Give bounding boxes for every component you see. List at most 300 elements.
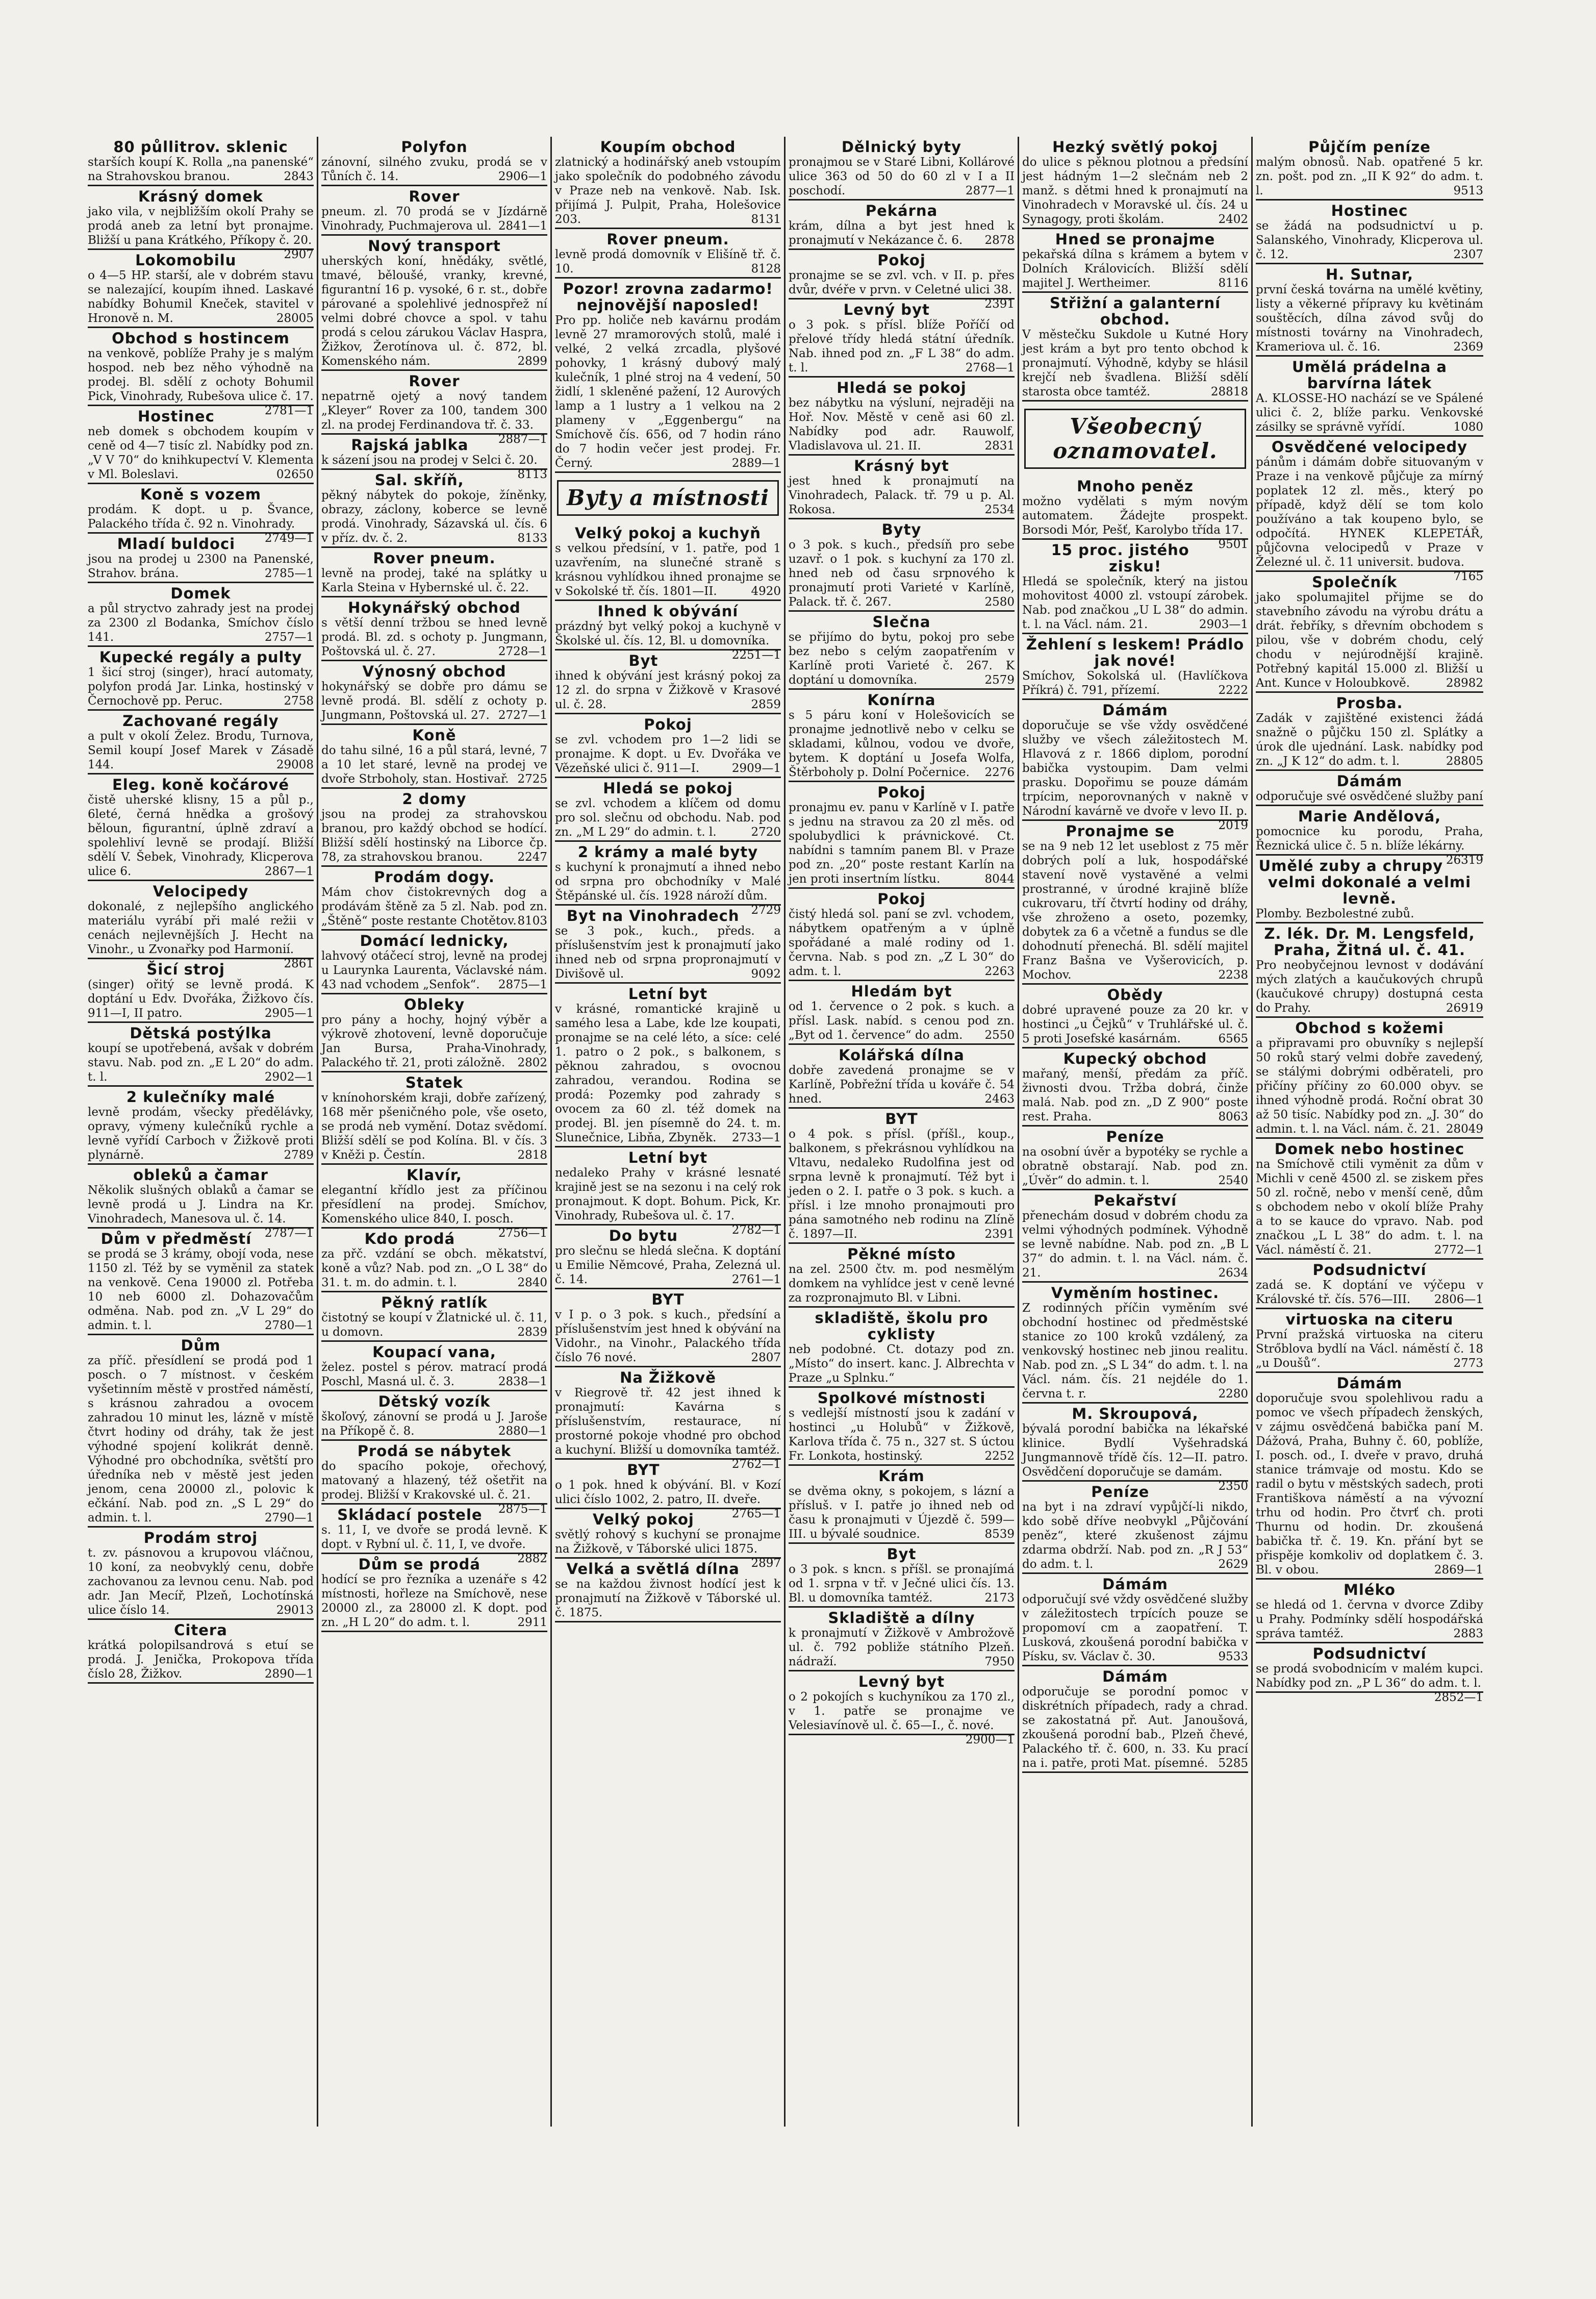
ad-headline: Byty <box>881 521 922 538</box>
ad-code: 2897 <box>751 1557 781 1570</box>
classified-ad <box>789 1608 1015 1671</box>
ad-text: se 3 pok., kuch., předs. a příslušenstvím jest k pronajmutí jako ihned neb od srpna propronajmutí v Divišově ul. <box>555 924 781 981</box>
ad-headline: Kupecké regály a pulty <box>99 648 302 666</box>
classified-ad <box>1022 1574 1248 1666</box>
ad-text: pronajme se se zvl. vch. v II. p. přes dvůr, dvéře v prvn. v Celetné ulici 38. <box>789 269 1015 296</box>
ad-text: se zvl. vchodem a klíčem od domu pro sol. slečnu od obchodu. Nab. pod zn. „M L 29“ do admin. t. l. <box>555 797 781 839</box>
ad-headline: Peníze <box>1106 1128 1164 1145</box>
ad-text: možno vydělati s mým novým automatem. Žádejte prospekt. Borsodi Mór, Pešť, Karolybo třída 17. <box>1022 495 1248 537</box>
ad-code: 2280 <box>1218 1387 1248 1401</box>
ad-code: 2749—1 <box>264 532 314 545</box>
ad-headline: Nový transport <box>368 237 501 255</box>
ad-headline: Vyměním hostinec. <box>1051 1284 1220 1302</box>
ad-body <box>88 665 314 708</box>
ad-headline: Obchod s hostincem <box>112 330 290 347</box>
ad-code: 2238 <box>1218 968 1248 982</box>
ad-headline: Pokoj <box>877 890 926 908</box>
classified-ad <box>555 906 781 984</box>
ad-headline: Sal. skříň, <box>374 471 464 489</box>
ad-text: čistě uherské klisny, 15 a půl p., 6leté, černá hnědka a grošový běloun, figurantní, úplně zdraví a spolehliví levně se prodají. Bližší sdělí V. Šebek, Vinohrady, Klicperova ulice 6. <box>88 793 314 878</box>
ad-body <box>321 1360 547 1389</box>
classified-ad <box>1256 1643 1483 1704</box>
ad-headline: Peníze <box>1091 1483 1150 1501</box>
ad-body <box>321 1311 547 1339</box>
ad-text: a půl stryctvo zahrady jest na prodej za 2300 zl Bodanka, Smíchov číslo 141. <box>88 602 314 644</box>
ad-body <box>1256 391 1483 434</box>
ad-body <box>555 541 781 598</box>
classified-ad <box>1256 693 1483 771</box>
classified-ad <box>321 994 547 1072</box>
ad-headline: skladiště, školu pro cyklisty <box>815 1309 989 1343</box>
ad-body <box>88 729 314 772</box>
ad-text: v krásné, romantické krajině u samého lesa a Labe, kde lze koupati, pronajme se na celé léto, a síce: celé 1. patro o 2 pok., s balkonem, s pěknou zahradou, s ovocnou zahradou, verandou. Rodina se prodá: Pozemky pod zahrady s ovocem za 60 zl. též domek na prodej. Bl. jen písemně do 24. t. m. Slunečnice, Libňa, Zbyněk. <box>555 1003 781 1144</box>
ad-text: do spacího pokoje, ořechový, matovaný a hlazený, též ošetřit na prodej. Bližší v Krakovské ul. č. 21. <box>321 1460 547 1502</box>
ad-text: pneum. zl. 70 prodá se v Jízdárně Vinohrady, Puchmajerova ul. <box>321 205 547 233</box>
ad-code: 2391 <box>984 1228 1015 1241</box>
ad-text: o 3 pok. s přísl. blíže Poříčí od přelové třídy hledá státní úředník. Nab. ihned pod zn. „F L 38“ do adm. t. l. <box>789 318 1015 374</box>
classified-ad <box>321 725 547 789</box>
ad-text: prázdný byt velký pokoj a kuchyně v Školské ul. čís. 12, Bl. u domovníka. <box>555 620 781 647</box>
ad-headline: Dům <box>181 1337 221 1354</box>
ad-code: 2883 <box>1453 1627 1483 1640</box>
ad-text: odporučuje se porodní pomoc v diskrétních případech, rady a chrad. se zakostatná př. Aut. Janoušová, zkoušená porodní bab., Plzeň čhevé, Palackého tř. č. 600, n. 33. Ku prací na i. patře, proti Mat. písemné. <box>1022 1685 1248 1770</box>
ad-body <box>321 1247 547 1290</box>
classified-ad <box>321 661 547 725</box>
ad-code: 2391 <box>984 297 1015 311</box>
ad-code: 2768—1 <box>965 361 1015 374</box>
ad-code: 2580 <box>984 595 1015 609</box>
ad-headline: Spolkové místnosti <box>817 1389 986 1407</box>
ad-text: prodám. K dopt. u p. Švance, Palackého třída č. 92 n. Vinohrady. <box>88 503 314 531</box>
ad-text: za příč. přesídlení se prodá pod 1 posch. o 7 místnost. v českém vyšetinním městě v prostřed náměstí, s krásnou zahradou a ovocem zahradou 10 minut les, lázně v místě čtvrt hodiny od dráhy, tak že jest výhodné spojení kolikrát denně. Výhodné pro obchodníka, světští pro úředníka neb v městě jest jeden jenom, cena 20000 zl., polovic k ečkání. Nab. pod zn. „S L 29“ do admin. t. l. <box>88 1354 314 1525</box>
ad-body <box>789 474 1015 517</box>
ad-code: 2579 <box>984 673 1015 687</box>
ad-body <box>88 602 314 644</box>
ad-code: 2247 <box>517 851 547 864</box>
ad-code: 8113 <box>517 468 547 481</box>
ad-body <box>88 1247 314 1333</box>
ad-text: se prodá svobodnicím v malém kupci. Nabídky pod zn. „P L 36“ do adm. t. l. <box>1256 1662 1483 1690</box>
ad-body <box>555 619 781 662</box>
ad-text: o 4—5 HP. starší, ale v dobrém stavu se nalezající, koupím ihned. Laskavé nabídky Bohumil Kneček, stavitel v Hronově n. M. <box>88 269 314 325</box>
ad-body <box>88 1105 314 1162</box>
ad-headline: Letní byt <box>628 1149 708 1166</box>
ad-body <box>555 313 781 470</box>
ad-body <box>789 1342 1015 1385</box>
classified-ad <box>1022 1482 1248 1574</box>
ad-code: 2728—1 <box>498 645 547 658</box>
ad-text: levně prodá domovník v Elišíně tř. č. 10. <box>555 248 781 276</box>
ad-text: Mám chov čistokrevných dog a prodávám štěně za 5 zl. Nab. pod zn. „Štěně“ poste restante Chotětov. <box>321 886 547 928</box>
ad-text: nepatrně ojetý a nový tandem „Kleyer“ Rover za 100, tandem 300 zl. na prodej Ferdinandova tř. č. 33. <box>321 390 547 432</box>
ad-body <box>1022 494 1248 551</box>
ad-body <box>789 396 1015 453</box>
ad-text: levně na prodej, také na splátky u Karla Steina v Hybernské ul. č. 22. <box>321 567 547 594</box>
ad-code: 9533 <box>1218 1650 1248 1663</box>
classified-ad <box>789 1466 1015 1544</box>
ad-text: dokonalé, z nejlepšího anglického materiálu vyrábí při malé režii v cenách nejlevnějších J. Hecht na Vinohr., u Zvonařky pod Harmonií. <box>88 900 314 956</box>
ad-body <box>321 488 547 545</box>
ad-code: 2307 <box>1453 248 1483 261</box>
ad-text: hodící se pro řezníka a uzenáře s 42 místnosti, hořleze na Smíchově, nese 20000 zl., za 28000 zl. K dopt. pod zn. „H L 20“ do adm. t. l. <box>321 1573 547 1629</box>
ad-body <box>1256 1278 1483 1307</box>
ad-headline: Marie Andělová, <box>1298 808 1441 825</box>
ad-headline: Dětský vozík <box>378 1393 491 1410</box>
ad-body <box>321 1572 547 1630</box>
classified-ad <box>321 931 547 994</box>
classified-ad <box>1256 201 1483 264</box>
ad-text: zlatnický a hodinářský aneb vstoupím jako společník do podobného závodu v Praze neb na venkově. Nab. Isk. přijímá J. Pulpit, Praha, Holešovice 203. <box>555 156 781 226</box>
classified-ad <box>88 959 314 1023</box>
ad-code: 2867—1 <box>264 865 314 878</box>
ad-text: s kuchyní k pronajmutí a ihned nebo od srpna pro obchodníky v Malé Štěpánské ul. čís. 1928 nároží dům. <box>555 861 781 903</box>
ad-headline: BYT <box>651 1291 685 1308</box>
ad-code: 2875—1 <box>498 1503 547 1516</box>
ad-headline: Obchod s kožemi <box>1295 1019 1444 1037</box>
ad-text: Z rodinných příčin vyměním své obchodní hostinec od předměstské stanice zo 100 kroků vzdálený, za venkovský hostinec neb jinou realitu. Nab. pod zn. „S L 34“ do adm. t. l. na Václ. nám. čís. 21 nejdéle do 1. června t. r. <box>1022 1302 1248 1401</box>
ad-headline: Velocipedy <box>153 883 249 900</box>
ad-headline: BYT <box>885 1110 918 1128</box>
ad-headline: 15 proc. jistého zisku! <box>1051 541 1189 575</box>
classified-ad <box>88 1023 314 1087</box>
ad-body <box>321 616 547 659</box>
ad-headline: Hledá se pokoj <box>837 379 967 396</box>
ad-code: 2785—1 <box>264 567 314 580</box>
ad-text: Pro neobyčejnou levnost v dodávání mých zlatých a kaučukových chrupů (kaučukové chrupy) dostupná cesta do Prahy. <box>1256 959 1483 1015</box>
ad-code: 8103 <box>517 914 547 928</box>
ad-headline: Rover pneum. <box>606 231 729 248</box>
ad-headline: Do bytu <box>609 1227 678 1244</box>
ad-text: o 4 pok. s přísl. (příšl., koup., balkonem, s překrásnou vyhlídkou na Vltavu, nedaleko Rudolfina jest od srpna levně k pronajmutí. Též byt i jeden o 2. I. patře o 3 pok. s kuch. a přísl. i lze mnoho pronajmouti pro pána samotného neb rodinu na Zlíně č. 1897—II. <box>789 1128 1015 1241</box>
classified-ad <box>321 597 547 661</box>
ad-body <box>789 1406 1015 1463</box>
ad-headline: Prosba. <box>1336 694 1403 712</box>
ad-code: 2838—1 <box>498 1375 547 1388</box>
ad-headline: Pozor! zrovna zadarmo! nejnovější naposled! <box>563 280 773 314</box>
ad-text: starších koupí K. Rolla „na panenské“ na Strahovskou branou. <box>88 156 314 183</box>
ad-body <box>1256 590 1483 690</box>
ad-body <box>1022 155 1248 227</box>
ad-headline: Z. lék. Dr. M. Lengsfeld, Praha, Žitná ul. č. 41. <box>1264 925 1475 959</box>
ad-column <box>85 137 318 2127</box>
ad-text: od 1. července o 2 pok. s kuch. a přísl. Lask. nabíd. s cenou pod zn. „Byt od 1. července“ do adm. <box>789 1000 1015 1042</box>
classified-ads-grid <box>85 137 1487 2127</box>
classified-ad <box>789 981 1015 1045</box>
ad-headline: Obědy <box>1107 986 1163 1004</box>
ad-body <box>789 1562 1015 1605</box>
ad-body <box>555 1308 781 1365</box>
ad-text: (singer) ořitý se levně prodá. K doptání u Edv. Dvořáka, Žižkovo čís. 911—I, II patro. <box>88 978 314 1020</box>
ad-code: 8063 <box>1218 1110 1248 1123</box>
ad-column <box>552 137 786 2127</box>
ad-body <box>88 793 314 879</box>
ad-headline: Krásný byt <box>854 457 949 474</box>
ad-headline: Hledám byt <box>851 983 952 1000</box>
ad-code: 2802 <box>517 1056 547 1069</box>
ad-text: V městečku Sukdole u Kutné Hory jest krám a byt pro tento obchod k pronajmutí. Výhodně, kdyby se hlásil krejčí neb švadlena. Bližší sdělí starosta obce tamtéž. <box>1022 328 1248 398</box>
ad-body <box>555 155 781 227</box>
ad-headline: Eleg. koně kočárové <box>112 776 290 793</box>
ad-headline: H. Sutnar, <box>1325 266 1414 283</box>
ad-text: o 1 pok. hned k obývání. Bl. v Kozí ulici číslo 1002, 2. patro, II. dveře. <box>555 1479 781 1506</box>
classified-ad <box>1256 923 1483 1018</box>
ad-body <box>1022 1685 1248 1770</box>
ad-text: o 2 pokojích s kuchyníkou za 170 zl., v 1. patře se pronajme ve Velesiavínově ul. č. 65—I., č. nové. <box>789 1690 1015 1732</box>
classified-ad <box>555 984 781 1147</box>
ad-headline: Slečna <box>872 613 931 631</box>
ad-code: 2369 <box>1453 340 1483 354</box>
classified-ad <box>88 1620 314 1684</box>
classified-ad <box>1256 1580 1483 1643</box>
ad-body <box>1256 283 1483 354</box>
ad-text: Hledá se společník, který na jistou mohovitost 4000 zl. vstoupí zárobek. Nab. pod značkou „U L 38“ do admin. t. l. na Václ. nám. 21. <box>1022 575 1248 631</box>
ad-body <box>555 1244 781 1287</box>
ad-text: neb domek s obchodem koupím v ceně od 4—7 tisíc zl. Nabídky pod zn. „V V 70“ do knihkupectví V. Klementa v Ml. Boleslavi. <box>88 425 314 481</box>
ad-headline: Podsudnictví <box>1312 1261 1427 1279</box>
ad-body <box>789 1262 1015 1305</box>
ad-code: 2773 <box>1453 1357 1483 1370</box>
ad-body <box>1022 247 1248 290</box>
ad-body <box>789 708 1015 780</box>
ad-text: pekařská dílna s krámem a bytem v Dolních Královicích. Bližší sdělí majitel J. Wertheimer. <box>1022 248 1248 290</box>
classified-ad <box>1022 634 1248 700</box>
ad-headline: Hledá se pokoj <box>603 780 733 797</box>
ad-headline: obleků a čamar <box>133 1166 268 1184</box>
ad-headline: Obleky <box>403 996 465 1013</box>
ad-headline: Hezký světlý pokoj <box>1052 138 1218 156</box>
ad-code: 2841—1 <box>498 219 547 233</box>
ad-headline: Dětská postýlka <box>130 1024 272 1042</box>
ad-headline: Rover pneum. <box>373 549 496 567</box>
ad-headline: Pokoj <box>877 784 926 801</box>
ad-code: 29008 <box>276 758 314 771</box>
classified-ad <box>789 201 1015 250</box>
ad-headline: Velký pokoj a kuchyň <box>575 524 761 542</box>
classified-ad <box>789 782 1015 889</box>
ad-code: 2890—1 <box>264 1667 314 1681</box>
classified-ad <box>88 1229 314 1335</box>
classified-ad <box>1022 540 1248 634</box>
ad-code: 2900—1 <box>965 1733 1015 1746</box>
classified-ad <box>1022 1666 1248 1773</box>
ad-headline: Pokoj <box>877 252 926 269</box>
ad-text: do tahu silné, 16 a půl stará, levné, 7 a 10 let staré, levně na prodej ve dvoře Strboholy, stan. Hostivař. <box>321 744 547 786</box>
ad-headline: 80 půllitrov. sklenic <box>113 138 288 156</box>
classified-ad <box>88 711 314 774</box>
ad-text: škoľový, zánovní se prodá u J. Jaroše na Příkopě č. 8. <box>321 1410 547 1438</box>
ad-headline: Podsudnictví <box>1312 1645 1427 1662</box>
ad-code: 2880—1 <box>498 1425 547 1438</box>
ad-body <box>789 538 1015 609</box>
ad-code: 2252 <box>984 1450 1015 1463</box>
ad-code: 2727—1 <box>498 709 547 722</box>
ad-headline: Umělá prádelna a barvírna látek <box>1292 358 1447 392</box>
ad-headline: Krásný domek <box>138 188 264 205</box>
ad-code: 2725 <box>517 772 547 786</box>
ad-code: 2859 <box>751 698 781 711</box>
ad-text: elegantní křídlo jest za příčinou přesídlení na prodej. Smíchov, Komenského ulice 840, I. posch. <box>321 1184 547 1226</box>
ad-body <box>1022 839 1248 982</box>
classified-ad <box>555 778 781 842</box>
ad-body <box>1022 574 1248 632</box>
ad-headline: Mladí buldoci <box>117 535 236 553</box>
ad-text: pánům i dámám dobře situovaným v Praze i na venkově půjčuje za mírný poplatek 12 zl. měs., který po případě, když dělí se tom kolo používáno a tak koupeno bylo, se odpočítá. HYNEK KLEPETÁŘ, půjčovna velocipedů v Praze v Železné ul. č. 11 universit. budova. <box>1256 456 1483 569</box>
ad-code: 28049 <box>1446 1122 1483 1136</box>
ad-headline: Citera <box>174 1621 227 1639</box>
ad-body <box>1256 219 1483 262</box>
ad-headline: Skladiště a dílny <box>828 1609 975 1627</box>
ad-text: Zadák v zajištěné existenci žádá snažně o půjčku 150 zl. Splátky a úrok dle ujednání. Lask. nabídky pod zn. „J K 12“ do adm. t. l. <box>1256 712 1483 768</box>
ad-text: doporučuje svou spolehlivou radu a pomoc ve všech případech ženských, v zájmu osvědčená babička paní M. Dážová, Praha, Buhny č. 60, poblíže, I. posch. od., I. dveře v pravo, druhá stanice trámvaje od mostu. Kdo se radil o bytu v městských sadech, proti Františkova náměstí a na vývozní trhu od hodin. Pro čtvrť ch. proti Thurnu od hodin. Dr. zkoušená babička tř. č. 19. Kn. přání byt se přispěje komkoliv od doplatkem č. 3. Bl. v obou. <box>1256 1392 1483 1577</box>
ad-body <box>1256 1036 1483 1136</box>
ad-code: 2263 <box>984 965 1015 978</box>
ad-body <box>321 949 547 992</box>
ad-headline: Levný byt <box>843 301 930 318</box>
ad-headline: Polyfon <box>401 138 468 156</box>
ad-body <box>789 1063 1015 1106</box>
ad-code: 8116 <box>1218 277 1248 290</box>
ad-code: 2907 <box>284 248 314 261</box>
ad-text: Pro pp. holiče neb kavárnu prodám levně 27 mramorových stolů, malé i velké, 2 velká zrcadla, plyšové pohovky, 1 krásný dubový malý kulečník, 1 plné stroj na 4 vedení, 50 židlí, 1 skleněné pažení, 12 Aurových lamp a 1 lustry a 1 velkou na 2 plameny v „Eggenbergu“ na Smíchově čís. 656, od 7 hodin ráno do 7 hodin večer jest prodej. Fr. Černý. <box>555 314 781 470</box>
ad-headline: Lokomobilu <box>135 252 237 269</box>
ad-headline: Levný byt <box>858 1673 945 1690</box>
ad-code: 2550 <box>984 1029 1015 1042</box>
ad-body <box>1256 824 1483 867</box>
classified-ad <box>88 250 314 328</box>
ad-headline: Zachované regály <box>122 712 279 730</box>
ad-text: uherských koní, hnědáky, světlé, tmavé, běloušé, vranky, krevné, figurantní 16 p. vysoké, 6 r. st., dobře párované a spolehlivé jednospřež ní velmi dobré chovce a spol. v tahu prodá s celou zárukou Václav Haspra, Žižkov, Žerotínova ul. č. 872, bl. Komenského nám. <box>321 255 547 368</box>
ad-body <box>555 1002 781 1145</box>
ad-headline: Domek <box>170 585 231 602</box>
ad-headline: Hokynářský obchod <box>348 599 521 616</box>
ad-headline: Dámám <box>1102 1668 1168 1685</box>
classified-ad <box>789 378 1015 456</box>
classified-ad <box>1256 357 1483 437</box>
ad-code: 2720 <box>751 826 781 839</box>
ad-headline: Společník <box>1312 573 1398 591</box>
ad-code: 2756—1 <box>498 1227 547 1240</box>
ad-text: nedaleko Prahy v krásné lesnaté krajině jest se na sezonu i na celý rok pronajmout. K dopt. Bohum. Pick, Kr. Vinohrady, Rubešova ul. č. 17. <box>555 1166 781 1222</box>
ad-body <box>321 205 547 233</box>
classified-ad <box>789 1388 1015 1466</box>
ad-code: 6565 <box>1218 1032 1248 1045</box>
classified-ad <box>88 1528 314 1620</box>
ad-code: 2772—1 <box>1434 1243 1483 1257</box>
ad-code: 2869—1 <box>1434 1563 1483 1577</box>
ad-body <box>321 1091 547 1162</box>
ad-code: 29013 <box>276 1604 314 1617</box>
classified-ad <box>88 137 314 186</box>
ad-code: 8128 <box>751 262 781 276</box>
ad-code: 2899 <box>517 355 547 368</box>
ad-code: 2350 <box>1218 1480 1248 1493</box>
ad-code: 2905—1 <box>264 1007 314 1020</box>
ad-body <box>88 1638 314 1681</box>
ad-code: 2882 <box>517 1552 547 1565</box>
ad-text: jsou na prodej za strahovskou branou, pro každý obchod se hodící. Bližší sdělí hostinský na Liborce čp. 78, za strahovskou branou. <box>321 808 547 864</box>
ad-headline: Ihned k obývání <box>597 603 739 620</box>
ad-headline: Kupecký obchod <box>1063 1050 1207 1067</box>
ad-headline: Klavír, <box>407 1166 462 1184</box>
ad-text: odporučuje své osvědčené služby paní <box>1256 790 1483 803</box>
ad-headline: Dámám <box>1336 1375 1403 1392</box>
ad-headline: 2 krámy a malé byty <box>577 843 758 861</box>
ad-headline: 2 kulečníky malé <box>126 1088 275 1106</box>
classified-ad <box>88 583 314 647</box>
ad-text: se na každou živnost hodící jest k pronajmutí na Žižkově v Táborské ul. č. 1875. <box>555 1578 781 1619</box>
classified-ad <box>1256 1309 1483 1373</box>
ad-headline: Dům se prodá <box>358 1556 480 1573</box>
ad-code: 9513 <box>1453 184 1483 197</box>
ad-headline: Půjčím peníze <box>1308 138 1431 156</box>
ad-headline: Žehlení s leskem! Prádlo jak nové! <box>1026 636 1245 669</box>
ad-headline: Střižní a galanterní obchod. <box>1049 294 1221 328</box>
ad-body <box>1022 1209 1248 1280</box>
classified-ad <box>321 236 547 371</box>
ad-text: do ulice s pěknou plotnou a předsíní jest hádným 1—2 slečnám neb 2 manž. s dětmi hned k pronajmutí na Vinohradech v Moravské ul. čís. 24 u Synagogy, proti školám. <box>1022 156 1248 226</box>
ad-text: lahvový otáčecí stroj, levně na prodej u Laurynka Laurenta, Václavské nám. 43 nad vchodem „Senfok“. <box>321 949 547 991</box>
ad-code: 2807 <box>751 1351 781 1364</box>
classified-ad <box>321 1072 547 1165</box>
ad-headline: Pěkné místo <box>847 1245 956 1263</box>
ad-code: 2840 <box>517 1276 547 1289</box>
ad-headline: Mnoho peněz <box>1077 478 1194 495</box>
ad-code: 2902—1 <box>264 1070 314 1084</box>
ad-text: k sázení jsou na prodej v Selci č. 20. <box>321 454 538 467</box>
ad-text: koupí se upotřebená, avšak v dobrém stavu. Nab. pod zn. „E L 20“ do adm. t. l. <box>88 1042 314 1084</box>
ad-body <box>1022 1003 1248 1046</box>
ad-text: zánovní, silného zvuku, prodá se v Tůních č. 14. <box>321 156 547 183</box>
ad-body <box>555 733 781 776</box>
classified-ad <box>1256 1139 1483 1260</box>
ad-headline: Koně <box>412 727 457 744</box>
ad-text: odporučují své vždy osvědčené služby v záležitostech trpících pouze se propomoví cm a zaopatření. T. Lusková, zkoušená porodní babička v Písku, sv. Václav č. 30. <box>1022 1593 1248 1663</box>
ad-body <box>321 807 547 864</box>
ad-text: o 3 pok. s kncn. s příšl. se pronajímá od 1. srpna v tř. v Ječné ulici čís. 13. Bl. u domovníka tamtéž. <box>789 1563 1015 1605</box>
ad-body <box>321 566 547 595</box>
ad-headline: Velká a světlá dílna <box>566 1560 740 1578</box>
ad-headline: 2 domy <box>402 790 467 808</box>
classified-ad <box>1022 293 1248 402</box>
ad-text: levně prodám, všecky předělávky, opravy, výmeny kulečníků rychle a levně vyřídí Carboch v Žižkově proti plynárně. <box>88 1106 314 1162</box>
ad-headline: Byt <box>628 652 658 669</box>
ad-headline: Dámám <box>1336 772 1403 790</box>
ad-headline: Rover <box>409 188 460 205</box>
classified-ad <box>555 137 781 229</box>
classified-ad <box>789 1671 1015 1746</box>
ad-code: 2877—1 <box>965 184 1015 197</box>
ad-headline: virtuoska na citeru <box>1285 1311 1454 1328</box>
classified-ad <box>88 1335 314 1528</box>
ad-text: želez. postel s pérov. matrací prodá Poschl, Masná ul. č. 3. <box>321 1361 547 1388</box>
classified-ad <box>1022 985 1248 1048</box>
ad-headline: Prodám dogy. <box>374 868 495 886</box>
ad-text: za přč. vzdání se obch. měkatství, koně a vůz? Nab. pod zn. „O L 38“ do 31. t. m. do admin. t. l. <box>321 1247 547 1289</box>
ad-body <box>88 552 314 581</box>
classified-ad <box>1022 229 1248 293</box>
ad-headline: Skládací postele <box>337 1506 483 1523</box>
classified-ad <box>789 299 1015 378</box>
classified-ad <box>321 1342 547 1391</box>
ad-code: 2782—1 <box>731 1223 781 1237</box>
ad-code: 2911 <box>517 1616 547 1629</box>
classified-ad <box>555 714 781 778</box>
ad-headline: Pokoj <box>644 716 692 733</box>
ad-text: jako vila, v nejbližším okolí Prahy se prodá aneb za letní byt pronajme. Bližší u pana Krátkého, Příkopy č. 20. <box>88 205 314 247</box>
ad-headline: Byt na Vinohradech <box>566 907 740 924</box>
classified-ad <box>321 470 547 548</box>
classified-ad <box>1022 476 1248 551</box>
